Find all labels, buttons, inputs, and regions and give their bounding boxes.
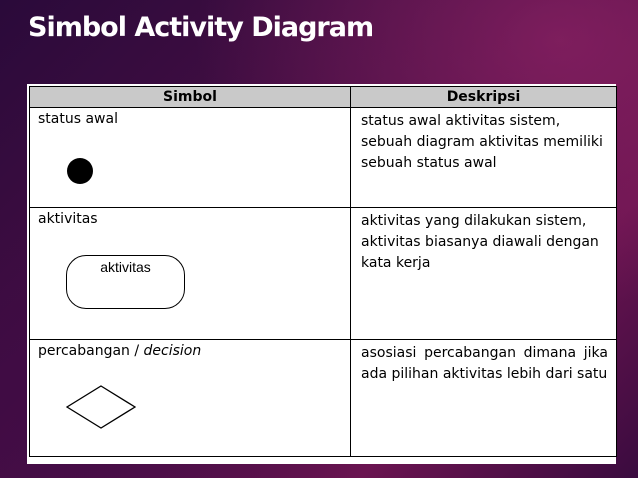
symbol-cell-decision [30,340,351,457]
symbol-table [29,86,617,457]
table-panel [27,84,616,464]
activity-symbol-label: aktivitas [100,259,151,275]
activity-symbol [66,255,185,309]
symbol-name: status awal [38,111,118,127]
symbol-cell-initial-state [30,108,351,208]
table-row [30,108,617,208]
column-header-description: Deskripsi [351,87,617,108]
description-cell [351,108,617,208]
symbol-description: aktivitas yang dilakukan sistem, aktivitas biasanya diawali dengan kata kerja [361,213,599,271]
decision-diamond-symbol [66,385,136,429]
initial-state-symbol [67,158,93,184]
description-cell [351,208,617,340]
description-cell [351,340,617,457]
symbol-description: asosiasi percabangan dimana jika ada pilihan aktivitas lebih dari satu [361,345,608,382]
symbol-description: status awal aktivitas sistem, sebuah diagram aktivitas memiliki sebuah status awal [361,113,603,171]
decision-diamond-outline [67,386,135,428]
symbol-name: aktivitas [38,211,98,227]
table-header-row [30,87,617,108]
slide-title: Simbol Activity Diagram [28,12,374,43]
symbol-name-italic: decision [143,343,202,359]
symbol-cell-activity [30,208,351,340]
symbol-name-container [38,343,201,359]
column-header-symbol: Simbol [30,87,351,108]
table-row [30,340,617,457]
symbol-name: percabangan / [38,343,144,359]
table-row [30,208,617,340]
